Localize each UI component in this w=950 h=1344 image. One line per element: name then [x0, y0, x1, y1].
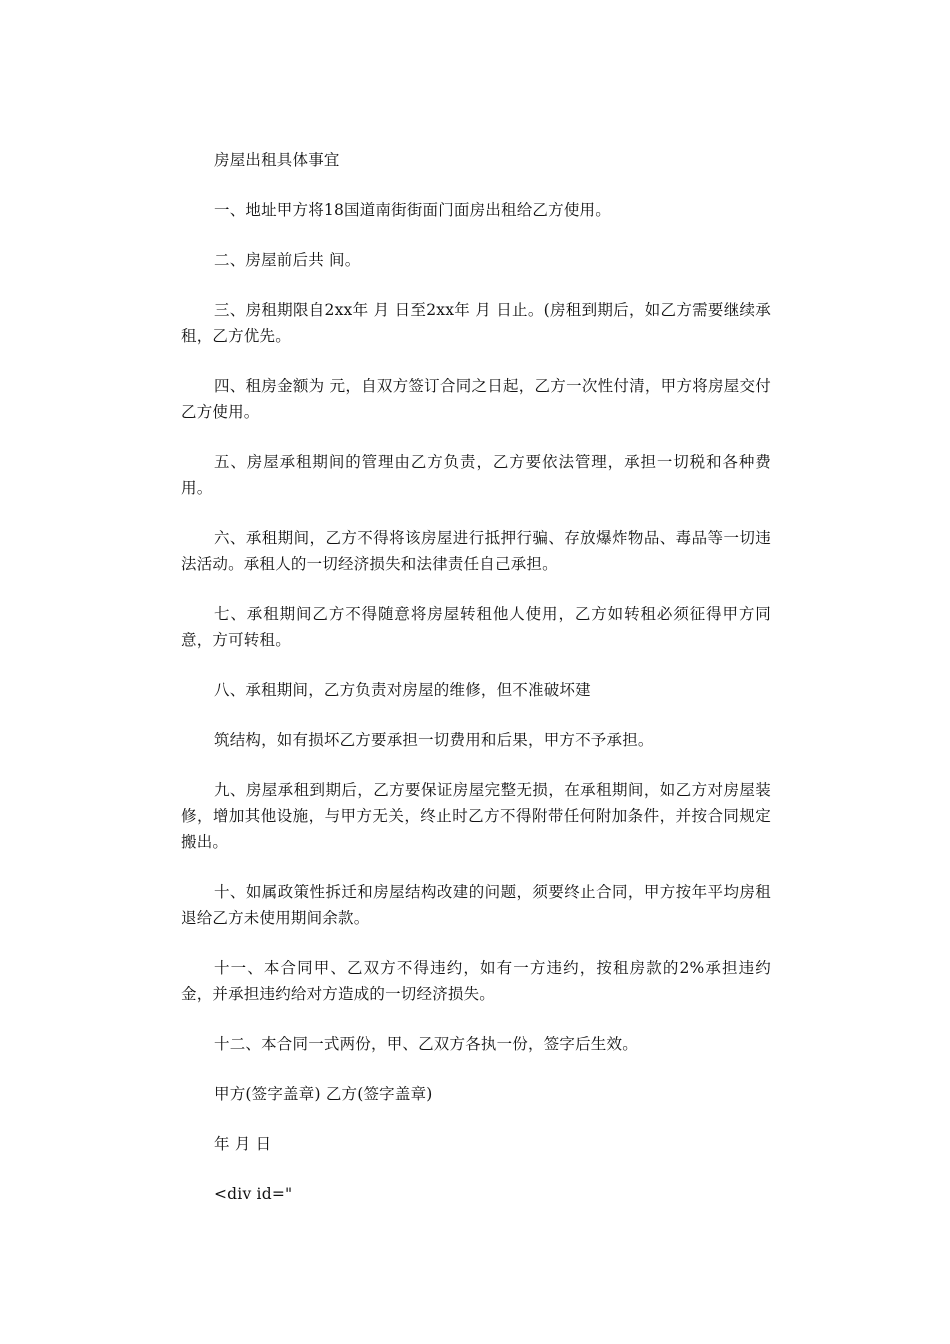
trailing-code-text: <div id=" — [214, 1185, 293, 1203]
clause-12: 十二、本合同一式两份，甲、乙双方各执一份，签字后生效。 — [214, 1035, 638, 1053]
clause-11: 十一、本合同甲、乙双方不得违约，如有一方违约，按租房款的2%承担违约金，并承担违约给对方造成的一切经济损失。 — [181, 959, 771, 1003]
date-line: 年 月 日 — [214, 1135, 272, 1153]
clause-8: 八、承租期间，乙方负责对房屋的维修，但不准破坏建 — [214, 681, 591, 699]
clause-8-continued: 筑结构，如有损坏乙方要承担一切费用和后果，甲方不予承担。 — [214, 731, 654, 749]
clause-7: 七、承租期间乙方不得随意将房屋转租他人使用，乙方如转租必须征得甲方同意，方可转租。 — [181, 605, 771, 649]
clause-3: 三、房租期限自2xx年 月 日至2xx年 月 日止。(房租到期后，如乙方需要继续承租，乙方优先。 — [181, 301, 771, 345]
clause-5: 五、房屋承租期间的管理由乙方负责，乙方要依法管理，承担一切税和各种费用。 — [181, 453, 771, 497]
clause-4: 四、租房金额为 元，自双方签订合同之日起，乙方一次性付清，甲方将房屋交付乙方使用。 — [181, 377, 771, 421]
clause-1: 一、地址甲方将18国道南街街面门面房出租给乙方使用。 — [214, 201, 611, 219]
clause-10: 十、如属政策性拆迁和房屋结构改建的问题，须要终止合同，甲方按年平均房租退给乙方未使用期间余款。 — [181, 883, 771, 927]
clause-2: 二、房屋前后共 间。 — [214, 251, 361, 269]
clause-6: 六、承租期间，乙方不得将该房屋进行抵押行骗、存放爆炸物品、毒品等一切违法活动。承租人的一切经济损失和法律责任自己承担。 — [181, 529, 771, 573]
clause-9: 九、房屋承租到期后，乙方要保证房屋完整无损，在承租期间，如乙方对房屋装修，增加其他设施，与甲方无关，终止时乙方不得附带任何附加条件，并按合同规定搬出。 — [181, 781, 771, 851]
document-title: 房屋出租具体事宜 — [214, 151, 340, 169]
signature-line: 甲方(签字盖章) 乙方(签字盖章) — [214, 1085, 433, 1103]
document-page — [181, 147, 771, 1231]
